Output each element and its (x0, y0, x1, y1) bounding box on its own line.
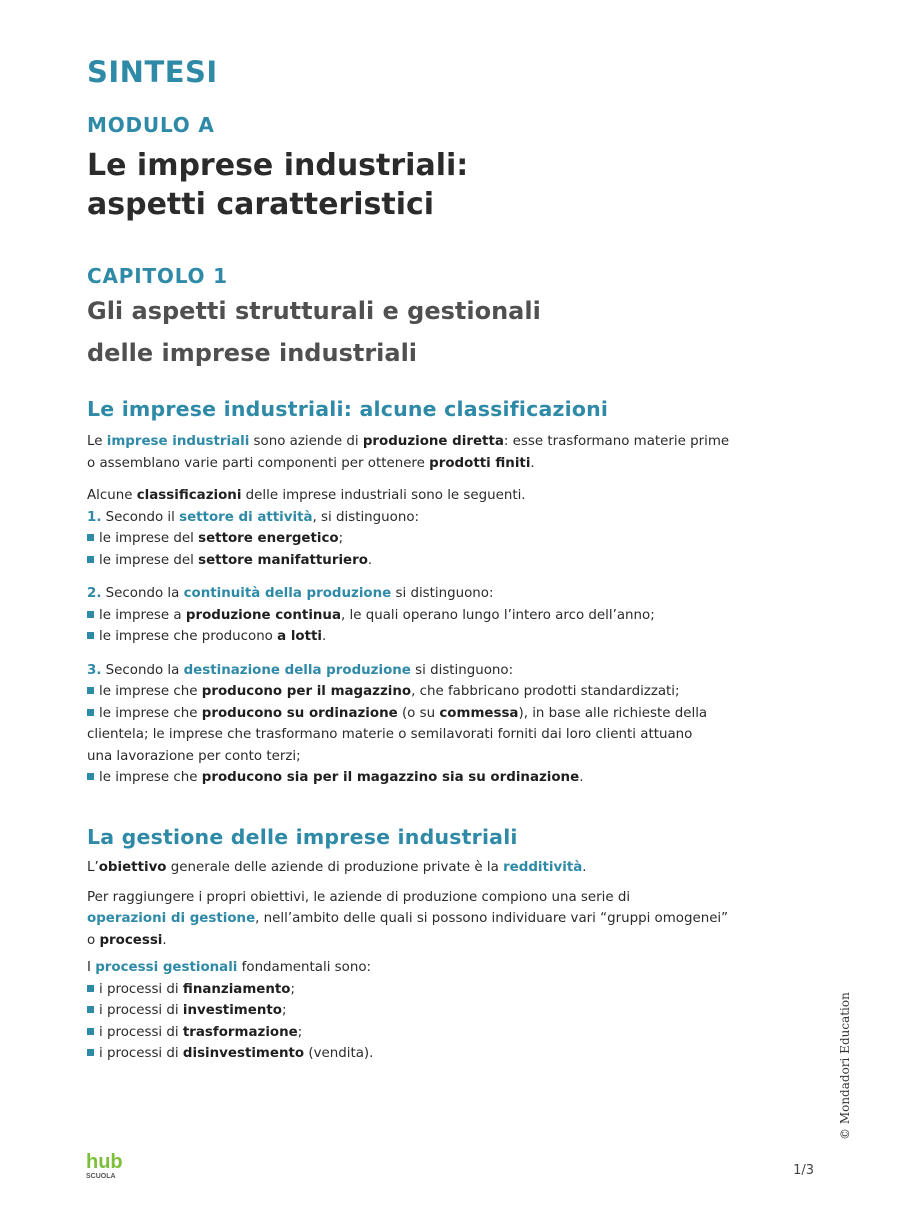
paragraph: I processi gestionali fondamentali sono: (87, 960, 372, 975)
hub-scuola-logo (86, 1150, 126, 1184)
list-item: i processi di disinvestimento (vendita). (87, 1043, 822, 1065)
chapter-title-line1: Gli aspetti strutturali e gestionali (87, 297, 541, 325)
list-item: le imprese che producono sia per il magazzino sia su ordinazione. (87, 767, 822, 789)
paragraph: Per raggiungere i propri obiettivi, le aziende di produzione compiono una serie di operazioni di gestione, nell’ambito delle quali si possono individuare vari “gruppi omogenei” o processi. (87, 889, 729, 948)
classification-2: 2. Secondo la continuità della produzione si distinguono: le imprese a produzione continua, le quali operano lungo l’intero arco dell’anno; le imprese che producono a lotti. (87, 583, 822, 648)
logo-scuola-text: SCUOLA (86, 1173, 116, 1180)
module-title-line2: aspetti caratteristici (87, 187, 435, 222)
bullet-icon (87, 1006, 94, 1013)
paragraph: Alcune classificazioni delle imprese industriali sono le seguenti. (87, 488, 526, 503)
list-item: le imprese del settore energetico; (87, 528, 822, 550)
bullet-icon (87, 611, 94, 618)
module-title (87, 146, 687, 224)
bullet-icon (87, 556, 94, 563)
classification-3: 3. Secondo la destinazione della produzione si distinguono: le imprese che producono per il magazzino, che fabbricano prodotti standardizzati; le imprese che producono su ordinazione (o su commessa), in base alle richieste della clientela; le imprese che trasformano materie o semilavorati forniti dai loro clienti attuano una lavorazione per conto terzi; le imprese che producono sia per il magazzino sia su ordinazione. (87, 660, 822, 789)
bullet-icon (87, 709, 94, 716)
logo-hub-text: hub (86, 1151, 123, 1173)
section-heading: La gestione delle imprese industriali (87, 825, 518, 849)
section-classifications (87, 397, 822, 789)
list-item: le imprese che producono per il magazzino, che fabbricano prodotti standardizzati; (87, 681, 822, 703)
section-management (87, 825, 822, 1065)
module-title-line1: Le imprese industriali: (87, 148, 469, 183)
list-item: i processi di finanziamento; (87, 979, 822, 1001)
bullet-icon (87, 773, 94, 780)
bullet-icon (87, 687, 94, 694)
chapter-label: CAPITOLO 1 (87, 264, 228, 288)
page-number: 1/3 (793, 1163, 814, 1178)
list-item: le imprese del settore manifatturiero. (87, 550, 822, 572)
classification-1: 1. Secondo il settore di attività, si distinguono: le imprese del settore energetico; le imprese del settore manifatturiero. (87, 507, 822, 572)
bullet-icon (87, 985, 94, 992)
bullet-icon (87, 1049, 94, 1056)
bullet-icon (87, 534, 94, 541)
list-item: i processi di investimento; (87, 1000, 822, 1022)
list-item: le imprese a produzione continua, le quali operano lungo l’intero arco dell’anno; (87, 605, 822, 627)
bullet-icon (87, 632, 94, 639)
list-item: le imprese che producono su ordinazione (o su commessa), in base alle richieste della clientela; le imprese che trasformano materie o semilavorati forniti dai loro clienti attuano una lavorazione per conto terzi; (87, 705, 708, 764)
sintesi-label: SINTESI (87, 55, 218, 89)
module-label: MODULO A (87, 113, 215, 137)
chapter-title (87, 290, 727, 374)
section-heading: Le imprese industriali: alcune classificazioni (87, 397, 609, 421)
bullet-icon (87, 1028, 94, 1035)
list-item: i processi di trasformazione; (87, 1022, 822, 1044)
copyright-notice: © Mondadori Education (838, 992, 852, 1140)
hub-logo-icon (86, 1150, 126, 1180)
paragraph: L’obiettivo generale delle aziende di produzione private è la redditività. (87, 860, 587, 875)
paragraph: Le imprese industriali sono aziende di produzione diretta: esse trasformano materie prime o assemblano varie parti componenti per ottenere prodotti finiti. (87, 434, 730, 471)
list-item: le imprese che producono a lotti. (87, 626, 822, 648)
chapter-title-line2: delle imprese industriali (87, 339, 418, 367)
